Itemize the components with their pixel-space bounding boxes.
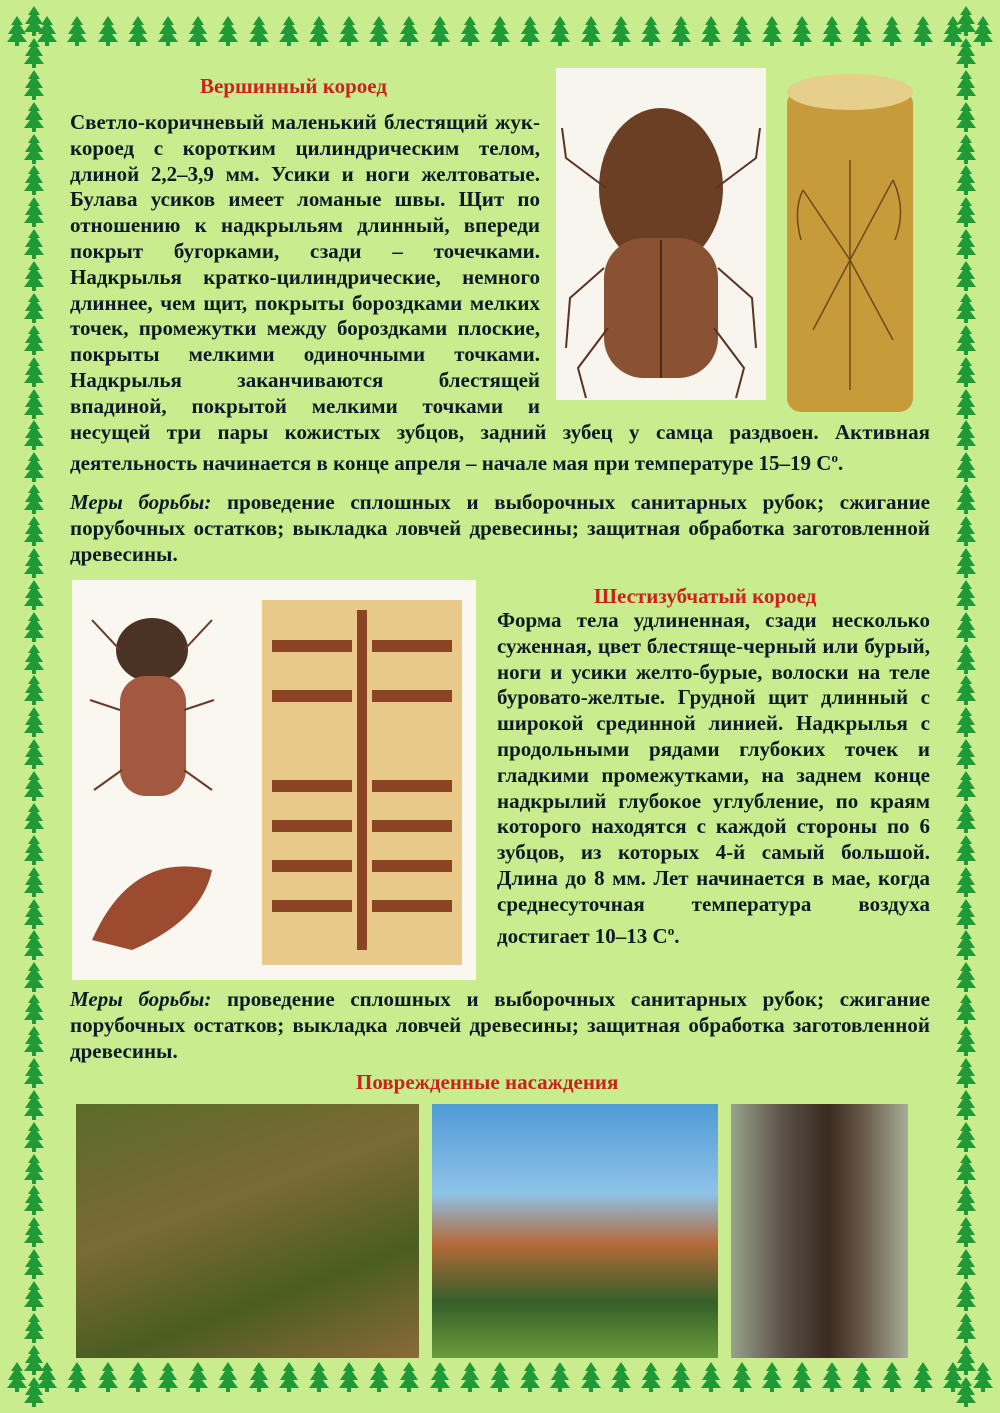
degree-sup-2: о bbox=[667, 922, 675, 938]
tree-icon bbox=[955, 1217, 977, 1247]
tree-icon bbox=[955, 165, 977, 195]
tree-icon bbox=[429, 1362, 451, 1392]
tree-icon bbox=[127, 16, 149, 46]
degree-sup: о bbox=[831, 450, 838, 466]
tree-icon bbox=[955, 293, 977, 323]
tree-icon bbox=[955, 835, 977, 865]
tree-icon bbox=[23, 389, 45, 419]
tree-icon bbox=[670, 16, 692, 46]
tree-icon bbox=[700, 1362, 722, 1392]
tree-icon bbox=[23, 962, 45, 992]
tree-icon bbox=[23, 899, 45, 929]
tree-icon bbox=[157, 16, 179, 46]
tree-icon bbox=[187, 16, 209, 46]
section1-measures bbox=[70, 490, 930, 567]
tree-icon bbox=[731, 16, 753, 46]
measures-label: Меры борьбы: bbox=[70, 490, 212, 514]
tree-icon bbox=[640, 16, 662, 46]
tree-icon bbox=[429, 16, 451, 46]
tree-icon bbox=[955, 707, 977, 737]
tree-icon bbox=[610, 16, 632, 46]
tree-icon bbox=[23, 293, 45, 323]
tree-icon bbox=[187, 1362, 209, 1392]
tree-icon bbox=[23, 675, 45, 705]
tree-icon bbox=[955, 1122, 977, 1152]
tree-icon bbox=[955, 1154, 977, 1184]
tree-icon bbox=[955, 102, 977, 132]
tree-icon bbox=[278, 1362, 300, 1392]
tree-icon bbox=[23, 1345, 45, 1375]
tree-icon bbox=[955, 962, 977, 992]
tree-icon bbox=[955, 580, 977, 610]
tree-icon bbox=[23, 134, 45, 164]
tree-icon bbox=[881, 16, 903, 46]
tree-icon bbox=[23, 1090, 45, 1120]
tree-icon bbox=[955, 197, 977, 227]
tree-icon bbox=[23, 803, 45, 833]
tree-icon bbox=[97, 1362, 119, 1392]
tree-icon bbox=[23, 644, 45, 674]
tree-icon bbox=[66, 16, 88, 46]
tree-icon bbox=[955, 452, 977, 482]
tree-icon bbox=[955, 357, 977, 387]
section2-text: Форма тела удлиненная, сзади несколько суженная, цвет блестяще-черный или бурый, ноги и усики желто-бурые, волоски на теле буровато-желтые. Грудной щит длинный с широкой срединной линией. Надкрылья с продольными рядами глубоких точек и гладкими промежутками, на заднем конце надкрылий глубокое углубление, по краям которого находятся с каждой стороны по 6 зубцов, из которых 4-й самый большой. Длина до 8 мм. Лет начинается в мае, когда среднесуточная температура воздуха достигает 10–13 $С^о$. bbox=[497, 608, 930, 948]
tree-icon bbox=[127, 1362, 149, 1392]
tree-icon bbox=[248, 1362, 270, 1392]
tree-icon bbox=[217, 1362, 239, 1392]
image-spacer bbox=[540, 110, 930, 406]
tree-icon bbox=[955, 612, 977, 642]
tree-icon bbox=[955, 1249, 977, 1279]
tree-icon bbox=[23, 325, 45, 355]
tree-icon bbox=[519, 16, 541, 46]
tree-icon bbox=[580, 16, 602, 46]
tree-icon bbox=[23, 70, 45, 100]
tree-icon bbox=[97, 16, 119, 46]
tree-icon bbox=[308, 16, 330, 46]
tree-icon bbox=[23, 580, 45, 610]
border-top bbox=[0, 16, 1000, 60]
tree-icon bbox=[670, 1362, 692, 1392]
tree-icon bbox=[955, 1090, 977, 1120]
tree-icon bbox=[23, 1313, 45, 1343]
tree-icon bbox=[23, 548, 45, 578]
tree-icon bbox=[338, 16, 360, 46]
tree-icon bbox=[955, 867, 977, 897]
tree-icon bbox=[955, 38, 977, 68]
beetle-illustration-2 bbox=[72, 580, 476, 980]
tree-icon bbox=[955, 1185, 977, 1215]
tree-icon bbox=[23, 867, 45, 897]
tree-icon bbox=[157, 1362, 179, 1392]
tree-icon bbox=[912, 1362, 934, 1392]
tree-icon bbox=[338, 1362, 360, 1392]
tree-icon bbox=[851, 1362, 873, 1392]
tree-icon bbox=[66, 1362, 88, 1392]
tree-icon bbox=[23, 1154, 45, 1184]
tree-icon bbox=[23, 229, 45, 259]
tree-icon bbox=[881, 1362, 903, 1392]
tree-icon bbox=[23, 516, 45, 546]
tree-icon bbox=[821, 1362, 843, 1392]
tree-icon bbox=[761, 16, 783, 46]
tree-icon bbox=[23, 6, 45, 36]
tree-icon bbox=[955, 229, 977, 259]
tree-icon bbox=[955, 134, 977, 164]
tree-icon bbox=[955, 675, 977, 705]
tree-icon bbox=[731, 1362, 753, 1392]
tree-icon bbox=[955, 516, 977, 546]
tree-icon bbox=[248, 16, 270, 46]
tree-icon bbox=[368, 16, 390, 46]
tree-icon bbox=[459, 16, 481, 46]
tree-icon bbox=[23, 930, 45, 960]
tree-icon bbox=[640, 1362, 662, 1392]
tree-icon bbox=[955, 994, 977, 1024]
section1-description: Светло-коричневый маленький блестящий жук-короед с коротким цилиндрическим телом, длиной 2,2–3,9 мм. Усики и ноги желтоватые. Булава усиков имеет ломаные швы. Щит по отношению к надкрыльям длинный, впереди покрыт бугорками, сзади – точечками. Надкрылья кратко-цилиндрические, немного длиннее, чем щит, покрыты бороздками мелких точек, промежутки между бороздками плоские, покрыты мелкими одиночными точками. Надкрылья заканчиваются блестящей впадиной, покрытой мелкими точками и несущей три пары кожистых зубцов, задний зубец у самца раздвоен. Активная деятельность начинается в конце апреля – начале мая при температуре 15–19 С bbox=[70, 110, 930, 476]
tree-icon bbox=[23, 1026, 45, 1056]
tree-icon bbox=[23, 38, 45, 68]
tree-icon bbox=[23, 1058, 45, 1088]
tree-icon bbox=[955, 484, 977, 514]
tree-icon bbox=[955, 1058, 977, 1088]
tree-icon bbox=[955, 644, 977, 674]
tree-icon bbox=[459, 1362, 481, 1392]
tree-icon bbox=[851, 16, 873, 46]
photo-forest-aerial bbox=[76, 1104, 419, 1358]
tree-icon bbox=[912, 16, 934, 46]
tree-icon bbox=[955, 930, 977, 960]
photo-tree-trunk-damage bbox=[731, 1104, 908, 1358]
tree-icon bbox=[23, 197, 45, 227]
tree-icon bbox=[955, 1026, 977, 1056]
border-bottom bbox=[0, 1362, 1000, 1406]
tree-icon bbox=[549, 1362, 571, 1392]
tree-icon bbox=[955, 420, 977, 450]
tree-icon bbox=[308, 1362, 330, 1392]
tree-icon bbox=[821, 16, 843, 46]
tree-icon bbox=[23, 1281, 45, 1311]
tree-icon bbox=[955, 899, 977, 929]
tree-icon bbox=[23, 771, 45, 801]
tree-icon bbox=[23, 612, 45, 642]
tree-icon bbox=[398, 1362, 420, 1392]
tree-icon bbox=[549, 16, 571, 46]
tree-icon bbox=[23, 1249, 45, 1279]
tree-icon bbox=[23, 357, 45, 387]
tree-icon bbox=[955, 771, 977, 801]
tree-icon bbox=[955, 261, 977, 291]
tree-icon bbox=[368, 1362, 390, 1392]
tree-icon bbox=[23, 102, 45, 132]
tree-icon bbox=[23, 165, 45, 195]
tree-icon bbox=[519, 1362, 541, 1392]
section-title-top-bark-beetle: Вершинный короед bbox=[200, 74, 387, 98]
tree-icon bbox=[955, 1281, 977, 1311]
tree-icon bbox=[761, 1362, 783, 1392]
tree-icon bbox=[700, 16, 722, 46]
section1-text: Светло-коричневый маленький блестящий жук-короед с коротким цилиндрическим телом, длиной 2,2–3,9 мм. Усики и ноги желтоватые. Булава усиков имеет ломаные швы. Щит по отношению к надкрыльям длинный, впереди покрыт бугорками, сзади – точечками. Надкрылья кратко-цилиндрические, немного длиннее, чем щит, покрыты бороздками мелких точек, промежутки между бороздками плоские, покрыты мелкими одиночными точками. Надкрылья заканчиваются блестящей впадиной, покрытой мелкими точками и несущей три пары кожистых зубцов, задний зубец у самца раздвоен. Активная деятельность начинается в конце апреля – начале мая при температуре 15–19 $С^о$. bbox=[70, 110, 930, 476]
border-left bbox=[14, 0, 54, 1413]
measures-text-2: проведение сплошных и выборочных санитарных рубок; сжигание порубочных остатков; выкладка ловчей древесины; защитная обработка заготовленной древесины. bbox=[70, 987, 930, 1063]
tree-icon bbox=[955, 389, 977, 419]
tree-icon bbox=[955, 1345, 977, 1375]
tree-icon bbox=[955, 70, 977, 100]
tree-icon bbox=[23, 707, 45, 737]
tree-icon bbox=[489, 1362, 511, 1392]
section-title-damaged-stands: Поврежденные насаждения bbox=[356, 1070, 619, 1094]
tree-icon bbox=[23, 835, 45, 865]
tree-icon bbox=[398, 16, 420, 46]
tree-icon bbox=[278, 16, 300, 46]
tree-icon bbox=[955, 739, 977, 769]
border-right bbox=[946, 0, 986, 1413]
tree-icon bbox=[955, 803, 977, 833]
tree-icon bbox=[23, 420, 45, 450]
section2-description: Форма тела удлиненная, сзади несколько суженная, цвет блестяще-черный или бурый, ноги и усики желто-бурые, волоски на теле буровато-желтые. Грудной щит длинный с широкой срединной линией. Надкрылья с продольными рядами глубоких точек и гладкими промежутками, на заднем конце надкрылий глубокое углубление, по краям которого находятся с каждой стороны по 6 зубцов, из которых 4-й самый большой. Длина до 8 мм. Лет начинается в мае, когда среднесуточная температура воздуха достигает 10–13 С bbox=[497, 608, 930, 948]
section2-measures bbox=[70, 987, 930, 1064]
tree-icon bbox=[610, 1362, 632, 1392]
tree-icon bbox=[23, 452, 45, 482]
tree-icon bbox=[955, 325, 977, 355]
tree-icon bbox=[217, 16, 239, 46]
tree-icon bbox=[955, 1313, 977, 1343]
tree-icon bbox=[955, 1377, 977, 1407]
tree-icon bbox=[489, 16, 511, 46]
measures-label-2: Меры борьбы: bbox=[70, 987, 212, 1011]
tree-icon bbox=[791, 16, 813, 46]
tree-icon bbox=[580, 1362, 602, 1392]
tree-icon bbox=[23, 739, 45, 769]
tree-icon bbox=[23, 484, 45, 514]
tree-icon bbox=[23, 1185, 45, 1215]
tree-icon bbox=[23, 1217, 45, 1247]
tree-icon bbox=[791, 1362, 813, 1392]
tree-icon bbox=[23, 1122, 45, 1152]
tree-icon bbox=[23, 1377, 45, 1407]
photo-forest-dead-trees bbox=[432, 1104, 718, 1358]
tree-icon bbox=[955, 6, 977, 36]
measures-text: проведение сплошных и выборочных санитарных рубок; сжигание порубочных остатков; выкладка ловчей древесины; защитная обработка заготовленной древесины. bbox=[70, 490, 930, 566]
tree-icon bbox=[23, 261, 45, 291]
tree-icon bbox=[955, 548, 977, 578]
section-title-six-toothed-bark-beetle: Шестизубчатый короед bbox=[594, 584, 817, 608]
tree-icon bbox=[23, 994, 45, 1024]
